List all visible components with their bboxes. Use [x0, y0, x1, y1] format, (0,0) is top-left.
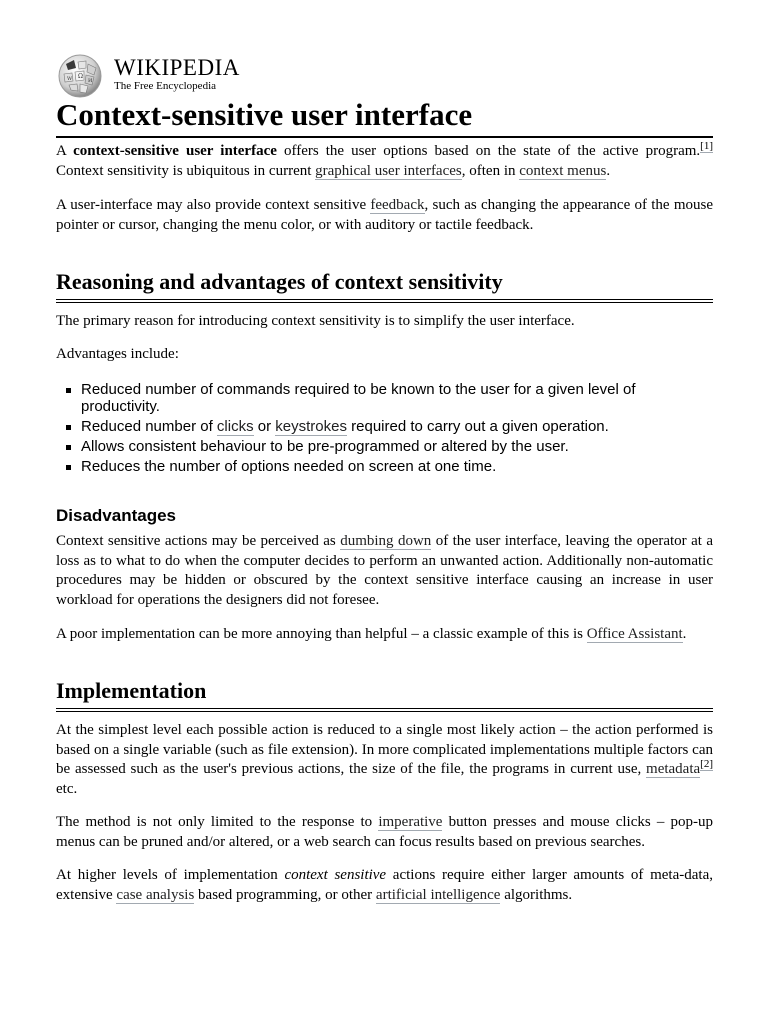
- svg-text:И: И: [88, 78, 93, 84]
- text: At the simplest level each possible action is reduced to a single most likely action – the action performed is based on a single variable (such as file extension). In more complicated implementations multiple factors can be assessed such as the user's previous actions, the size of the file, the programs in current use,: [56, 722, 713, 778]
- text: At higher levels of implementation: [56, 867, 285, 883]
- text: .: [682, 626, 687, 642]
- list-item: [56, 418, 713, 435]
- implementation-paragraph-2: [56, 813, 713, 852]
- link-keystrokes[interactable]: keystrokes: [275, 418, 347, 435]
- text: button presses and mouse clicks – pop-up menus can be pruned and/or altered, or a web search can focus results based on previous searches.: [56, 814, 713, 850]
- text: Context sensitive actions may be perceived as: [56, 533, 341, 549]
- text: offers the user options based on the state of the active program.: [276, 143, 701, 159]
- text: .: [606, 162, 611, 179]
- link-context-menus[interactable]: context menus: [519, 162, 607, 179]
- link-feedback[interactable]: feedback: [370, 197, 425, 213]
- svg-text:Ω: Ω: [78, 73, 83, 80]
- bold-term: context-sensitive user interface: [73, 143, 277, 159]
- wikipedia-tagline: The Free Encyclopedia: [114, 80, 217, 92]
- link-dumbing-down[interactable]: dumbing down: [340, 533, 432, 549]
- intro-paragraph-1: [56, 142, 713, 181]
- link-graphical-user-interfaces[interactable]: graphical user interfaces: [315, 162, 462, 179]
- wikipedia-wordmark: WIKIPEDIA: [114, 55, 240, 80]
- list-item: Allows consistent behaviour to be pre-programmed or altered by the user.: [56, 438, 713, 455]
- italic-term: context sensitive: [284, 867, 387, 883]
- heading-reasoning: Reasoning and advantages of context sensitivity: [56, 268, 713, 303]
- text: or: [253, 418, 276, 435]
- text: , such as changing the appearance of the mouse pointer or cursor, changing the menu color, or with auditory or tactile feedback.: [56, 197, 713, 233]
- implementation-paragraph-3: [56, 866, 713, 905]
- text: Context sensitivity is ubiquitous in current: [56, 162, 316, 179]
- text: A: [56, 143, 74, 159]
- link-clicks[interactable]: clicks: [216, 418, 254, 435]
- wikipedia-globe-icon: [56, 54, 104, 98]
- text: Reduced number of: [81, 418, 217, 435]
- svg-text:W: W: [67, 76, 73, 82]
- text: required to carry out a given operation.: [346, 418, 609, 435]
- text: actions require either larger amounts of meta-data, extensive: [56, 867, 713, 903]
- reasoning-paragraph-2: Advantages include:: [56, 346, 179, 362]
- disadvantages-paragraph-2: [56, 625, 713, 645]
- reasoning-paragraph-1: The primary reason for introducing context sensitivity is to simplify the user interface.: [56, 313, 575, 329]
- text: A user-interface may also provide context sensitive: [56, 197, 371, 213]
- heading-implementation: Implementation: [56, 677, 713, 712]
- link-metadata[interactable]: metadata: [646, 761, 701, 778]
- advantages-list: [56, 381, 713, 478]
- intro-paragraph-2: [56, 196, 713, 235]
- reference-2[interactable]: [2]: [700, 758, 713, 771]
- text: of the user interface, leaving the operator at a loss as to what to do when the computer decides to perform an unwanted action. Additionally non-automatic procedures may be hidden or obscured by the context sensitive interface causing an increase in user workload for operations the designers did not foresee.: [56, 533, 714, 608]
- text: , often in: [461, 162, 520, 179]
- text: etc.: [56, 780, 78, 797]
- list-item: Reduced number of commands required to be known to the user for a given level of productivity.: [56, 381, 713, 415]
- link-case-analysis[interactable]: case analysis: [116, 886, 195, 903]
- text: A poor implementation can be more annoying than helpful – a classic example of this is: [56, 626, 587, 642]
- reference-1[interactable]: [1]: [700, 140, 713, 152]
- text: The method is not only limited to the response to: [56, 814, 379, 830]
- disadvantages-paragraph-1: [56, 532, 713, 610]
- heading-disadvantages: Disadvantages: [56, 506, 176, 525]
- implementation-paragraph-1: [56, 721, 713, 799]
- masthead[interactable]: [56, 52, 356, 98]
- list-item: Reduces the number of options needed on screen at one time.: [56, 458, 713, 475]
- page-title: Context-sensitive user interface: [56, 95, 713, 138]
- link-office-assistant[interactable]: Office Assistant: [586, 626, 683, 642]
- link-artificial-intelligence[interactable]: artificial intelligence: [375, 886, 501, 903]
- text: algorithms.: [500, 886, 573, 903]
- text: based programming, or other: [194, 886, 376, 903]
- link-imperative[interactable]: imperative: [378, 814, 443, 830]
